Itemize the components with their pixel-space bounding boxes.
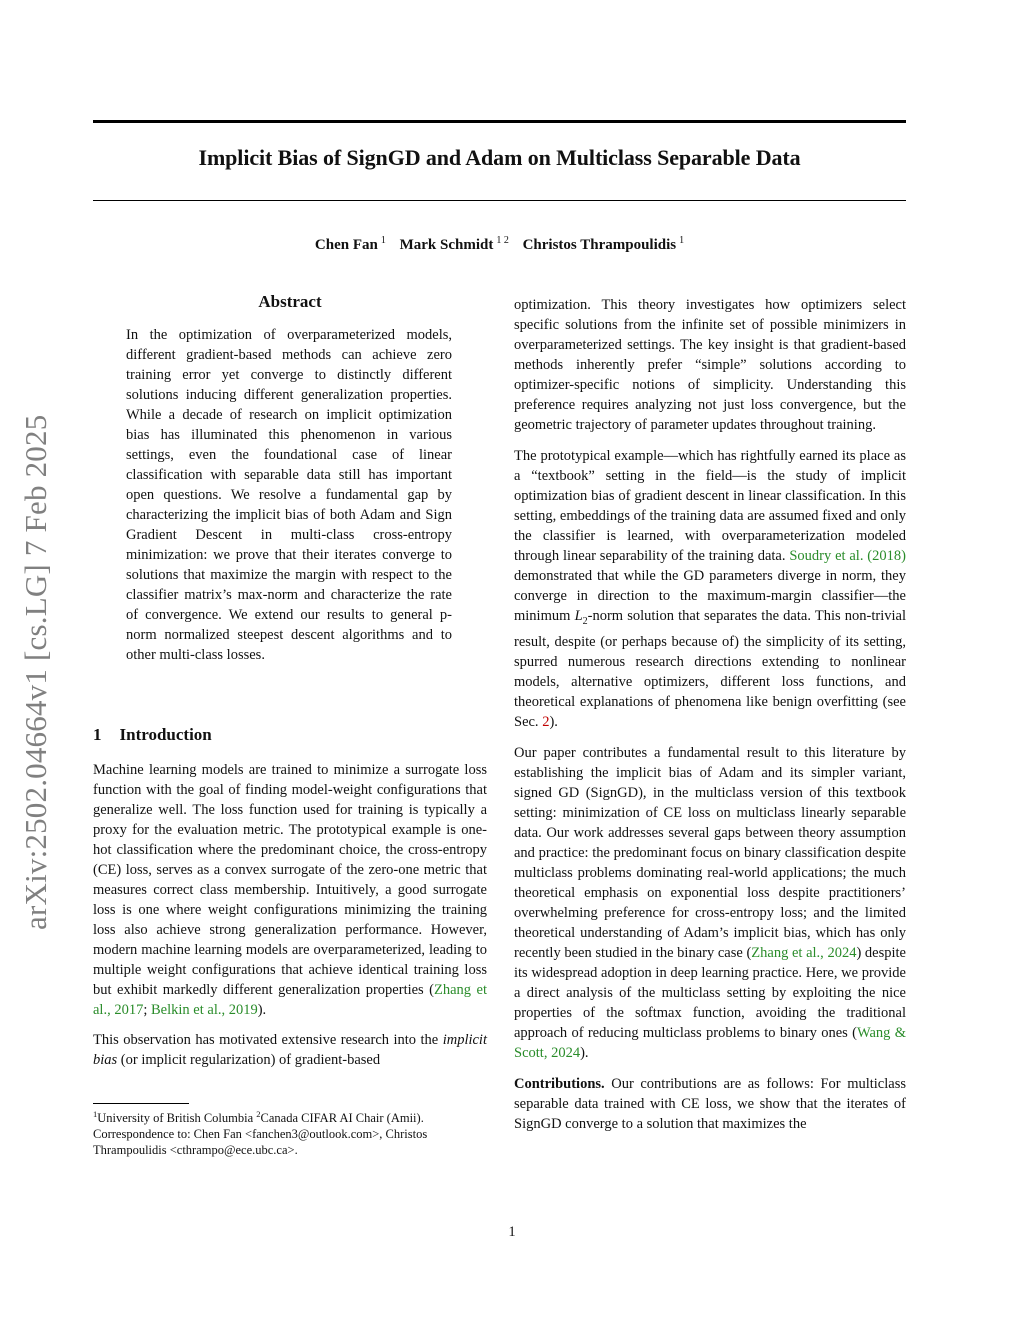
citation-year: 2017 bbox=[114, 1002, 144, 1018]
paper-title: Implicit Bias of SignGD and Adam on Multiclass Separable Data bbox=[198, 145, 801, 170]
paragraph-text: ). bbox=[549, 713, 558, 730]
page-number: 1 bbox=[508, 1224, 516, 1240]
paragraph-text: This observation has motivated extensive research into the bbox=[93, 1032, 443, 1048]
citation-author: Zhang et al. bbox=[93, 982, 488, 1018]
citation-year: 2018 bbox=[872, 548, 902, 564]
math-subscript: 2 bbox=[582, 615, 588, 627]
paragraph: Machine learning models are trained to minimize a surrogate loss function with the goal of finding model-weight configurations that generalize well. The loss function used for training is typically a proxy for the evaluation metric. The prototypical example is one-hot classification where the predominant choice, the cross-entropy (CE) loss, serves as a convex surrogate of the zero-one metric that measures correct class membership. Intuitively, a good surrogate loss is one where weight configurations minimizing the training loss also achieve strong generalization performance. However, modern machine learning models are overparameterized, leading to multiple weight configurations that achieve identical training loss but exhibit markedly different generalization properties (Zhang et al., 2017; Belkin et al., 2019). bbox=[93, 762, 488, 1018]
footnote-marker: 1 bbox=[93, 1109, 98, 1119]
paragraph-text: The prototypical example—which has rightfully earned its place as a “textbook” setting in the field—is the study of implicit optimization bias of gradient descent in linear classification. In this setting, embeddings of the training data are assumed fixed and only the classifier is learned, with overparameterization modeled through linear separability of the training data. bbox=[514, 448, 906, 564]
section-title: Introduction bbox=[119, 725, 212, 744]
author bbox=[315, 237, 386, 253]
abstract-text: In the optimization of overparameterized models, different gradient-based methods can achieve zero training error yet converge to distinctly different solutions inducing different generalization properties. While a decade of research on implicit optimization bias has illuminated this phenomenon in various settings, even the foundational case of linear classification with separable data still has important open questions. We resolve a fundamental gap by characterizing the implicit bias of both Adam and Sign Gradient Descent in multi-class cross-entropy minimization: we prove that their iterates converge to solutions that maximize the margin with respect to the classifier matrix’s max-norm and characterize the rate of convergence. We extend our results to general p-norm normalized steepest descent algorithms and to other multi-class losses. bbox=[126, 327, 452, 663]
title-top-rule bbox=[93, 120, 906, 123]
author-name: Chen Fan bbox=[314, 237, 378, 253]
paragraph-text: Our contributions are as follows: For multiclass separable data trained with CE loss, we show that the iterates of SignGD converge to a solution that maximizes the bbox=[514, 1075, 906, 1132]
author bbox=[400, 237, 509, 253]
paragraph: optimization. This theory investigates how optimizers select specific solutions from the infinite set of possible minimizers in overparameterized settings. The key insight is that gradient-based methods inherently prefer “simple” solutions according to optimizer-specific notions of simplicity. Understanding this preference requires analyzing not just loss convergence, but the geometric trajectory of parameter updates throughout training. bbox=[514, 297, 906, 433]
citation-link[interactable]: Wang & Scott, 2024 bbox=[514, 1024, 906, 1061]
right-column bbox=[514, 295, 906, 1145]
math-symbol: L bbox=[574, 608, 583, 624]
citation-link[interactable]: Zhang et al., 2024 bbox=[751, 944, 857, 961]
paragraph-text: Machine learning models are trained to minimize a surrogate loss function with the goal of finding model-weight configurations that generalize well. The loss function used for training is typically a proxy for the evaluation metric. The prototypical example is one-hot classification where the predominant choice, the cross-entropy (CE) loss, serves as a convex surrogate of the zero-one metric that measures correct class membership. Intuitively, a good surrogate loss is one where weight configurations minimizing the training loss also achieve strong generalization performance. However, modern machine learning models are overparameterized, leading to multiple weight configurations that achieve identical training loss but exhibit markedly different generalization properties ( bbox=[93, 762, 487, 998]
author-affiliation: 1 2 bbox=[496, 235, 509, 246]
paragraph-text: demonstrated that while the GD parameters diverge in norm, they converge in direction to the maximum-margin classifier—the minimum bbox=[514, 568, 906, 624]
paragraph-text: ). bbox=[257, 1002, 267, 1018]
paragraph bbox=[514, 1074, 906, 1134]
citation-author: Wang & Scott bbox=[514, 1024, 906, 1061]
citation-year: 2024 bbox=[551, 1044, 581, 1061]
footnote bbox=[93, 1106, 487, 1158]
paragraph-text: Our paper contributes a fundamental result to this literature by establishing the implicit bias of Adam and its simpler variant, signed GD (SignGD), in the multiclass version of this textbook setting: minimization of CE loss on multiclass linearly separable data. Our work addresses several gaps between theory assumption and practice: the predominant focus on binary classification despite multiclass problems dominating real-world applications; the much theoretical emphasis on exponential loss despite practitioners’ overwhelming preference for cross-entropy loss; and the limited theoretical understanding of Adam’s implicit bias, which has only recently been studied in the binary case ( bbox=[514, 744, 906, 961]
footnote-marker: 2 bbox=[256, 1109, 261, 1119]
citation-author: Soudry et al. bbox=[789, 548, 864, 564]
citation-link[interactable]: Zhang et al., 2017 bbox=[93, 982, 488, 1018]
paragraph-lead: Contributions. bbox=[514, 1075, 605, 1092]
paragraph-text: -norm solution that separates the data. This non-trivial result, despite (or perhaps because of) the simplicity of its setting, spurred numerous research directions extending to nonlinear models, alternative optimizers, different loss functions, and theoretical explanations of phenomena like benign overfitting (see Sec. bbox=[514, 608, 906, 730]
paragraph-text: ). bbox=[580, 1044, 589, 1061]
abstract-heading: Abstract bbox=[258, 292, 322, 311]
introduction-body bbox=[93, 760, 487, 1080]
paragraph bbox=[514, 743, 906, 1063]
section-number: 1 bbox=[93, 725, 102, 744]
author-affiliation: 1 bbox=[679, 235, 685, 246]
paragraph-text: ) despite its widespread adoption in deep learning practice. Here, we provide a direct analysis of the multiclass setting by exploiting the nice properties of the softmax function, avoiding the traditional approach of reducing multiclass problems to binary ones ( bbox=[514, 944, 906, 1041]
paragraph bbox=[93, 1030, 487, 1070]
footnote-text: University of British Columbia bbox=[97, 1111, 257, 1125]
citation-link[interactable]: Soudry et al. (2018) bbox=[789, 548, 906, 564]
footnote-rule bbox=[93, 1103, 189, 1104]
section-heading bbox=[93, 725, 212, 745]
citation-author: Zhang et al. bbox=[751, 944, 821, 961]
author-name: Christos Thrampoulidis bbox=[522, 237, 677, 253]
footnote-text: Canada CIFAR AI Chair (Amii). Correspondence to: Chen Fan <fanchen3@outlook.com>, Christos Thrampoulidis <cthrampo@ece.ubc.ca>. bbox=[93, 1111, 428, 1157]
emphasis-text: implicit bias bbox=[93, 1032, 487, 1068]
citation-author: Belkin et al. bbox=[151, 1002, 222, 1018]
citation-year: 2024 bbox=[827, 944, 857, 961]
author bbox=[523, 237, 685, 253]
citation-link[interactable]: Belkin et al., 2019 bbox=[151, 1002, 258, 1018]
title-bottom-rule bbox=[93, 200, 906, 201]
author-affiliation: 1 bbox=[380, 235, 386, 246]
paragraph bbox=[514, 446, 906, 732]
section-reference-link[interactable]: 2 bbox=[542, 713, 550, 730]
author-name: Mark Schmidt bbox=[399, 237, 494, 253]
paragraph-text: (or implicit regularization) of gradient-based bbox=[117, 1052, 381, 1068]
author-list bbox=[93, 235, 906, 254]
citation-year: 2019 bbox=[228, 1002, 258, 1018]
arxiv-identifier: arXiv:2502.04664v1 [cs.LG] 7 Feb 2025 bbox=[18, 414, 53, 930]
